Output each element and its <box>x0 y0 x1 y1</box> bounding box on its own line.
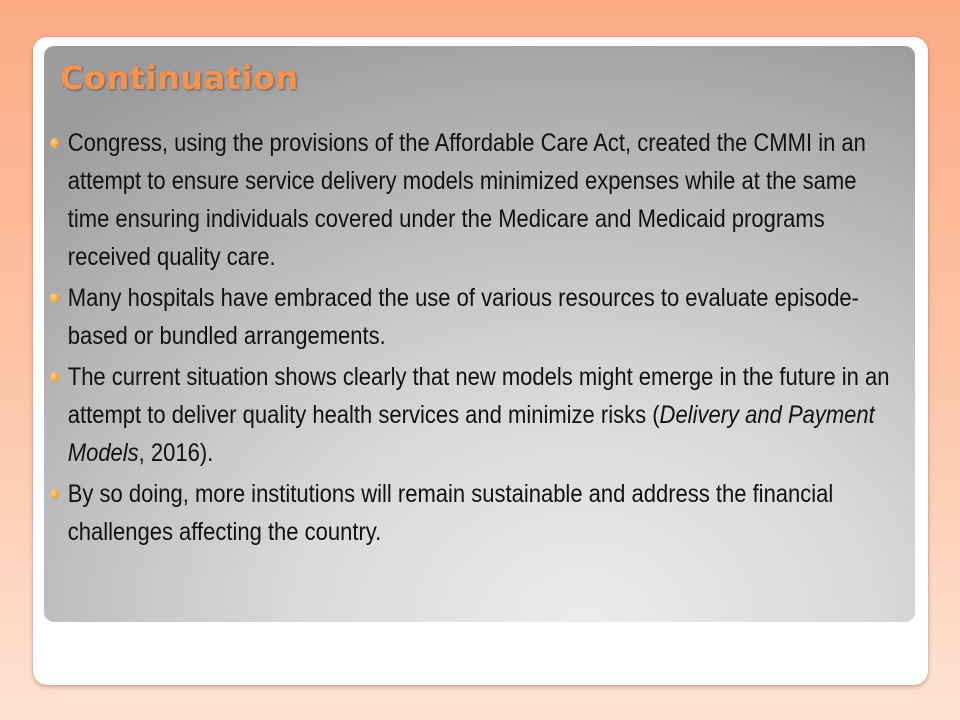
content-panel <box>44 46 915 622</box>
bullet-item <box>44 124 904 276</box>
bullet-list <box>44 124 904 554</box>
bullet-text: Many hospitals have embraced the use of various resources to evaluate episode-based or bundled arrangements. <box>67 284 859 350</box>
bullet-item <box>44 358 904 472</box>
bullet-dot-icon <box>50 489 59 499</box>
citation-title: Delivery and Payment Models <box>67 401 875 467</box>
bullet-text-part: , 2016). <box>138 439 214 467</box>
bullet-text: Congress, using the provisions of the Affordable Care Act, created the CMMI in an attempt to ensure service delivery models minimized expenses while at the same time ensuring individuals covered under the Medicare and Medicaid programs received quality care. <box>67 129 866 271</box>
slide-title: Continuation <box>60 59 299 97</box>
bullet-dot-icon <box>50 138 59 148</box>
bullet-text-part: The current situation shows clearly that new models might emerge in the future in an attempt to deliver quality health services and minimize risks ( <box>67 363 890 429</box>
bullet-dot-icon <box>50 372 59 382</box>
bullet-text: By so doing, more institutions will remain sustainable and address the financial challenges affecting the country. <box>67 480 834 546</box>
bullet-text <box>68 363 890 467</box>
bullet-item <box>44 475 904 551</box>
bullet-dot-icon <box>50 293 59 303</box>
bullet-item <box>44 279 904 355</box>
